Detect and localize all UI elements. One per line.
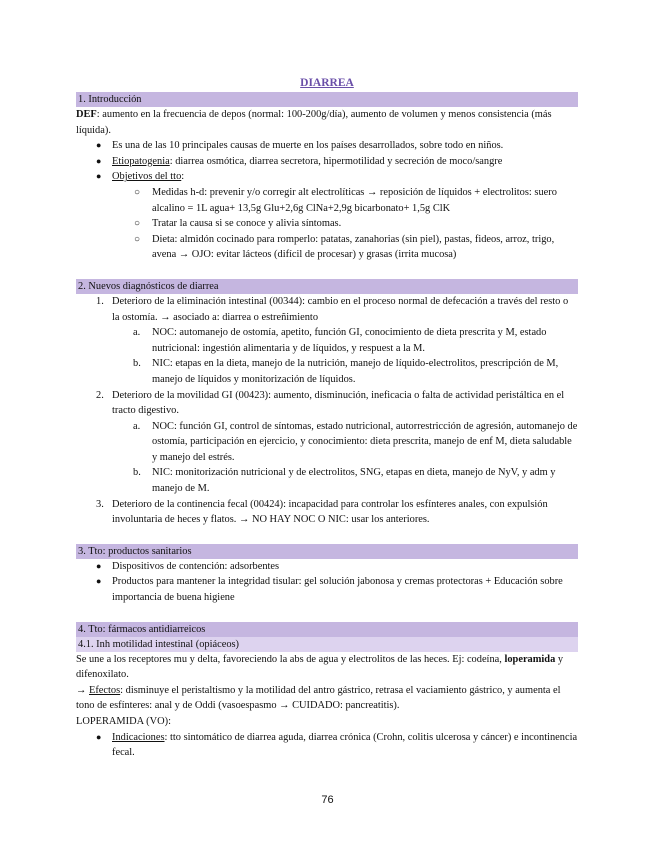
- efectos-paragraph: [76, 683, 578, 714]
- diagnosis-sub-text: NIC: monitorización nutricional y de electrolitos, SNG, etapas en dieta, manejo de NyV, y adm y manejo de M.: [152, 467, 556, 495]
- bullet-marker: ●: [96, 140, 102, 151]
- subsection-heading-opiaceos: 4.1. Inh motilidad intestinal (opiáceos): [76, 637, 578, 652]
- page-number: 76: [321, 794, 334, 806]
- sub-item-text: Tratar la causa si se conoce y alivia síntomas.: [152, 218, 342, 230]
- arrow-glyph: →: [76, 684, 89, 696]
- sub-item-text: Medidas h-d: prevenir y/o corregir alt electrolíticas → reposición de líquidos + electrolitos: suero alcalino = 1L agua+ 13,5g Glu+2,6g ClNa+2,9g bicarbonato+ 1,5g ClK: [152, 186, 557, 214]
- bullet-marker: ●: [96, 155, 102, 166]
- bullet-marker: ●: [96, 560, 102, 571]
- definition-paragraph: [76, 107, 578, 138]
- diagnosis-text: Deterioro de la continencia fecal (00424): incapacidad para controlar los esfínteres anales, con expulsión involuntaria de heces y flatos. → NO HAY NOC O NIC: usar los anteriores.: [112, 498, 548, 526]
- section-heading-farmacos: 4. Tto: fármacos antidiarreicos: [76, 622, 578, 637]
- diagnosis-list: [76, 294, 578, 528]
- sub-list-item: [76, 185, 578, 216]
- bullet-marker: ●: [96, 731, 102, 742]
- list-item-text: : diarrea osmótica, diarrea secretora, hipermotilidad y secreción de moco/sangre: [169, 155, 503, 167]
- list-item-text: Es una de las 10 principales causas de muerte en los países desarrollados, sobre todo en niños.: [112, 140, 504, 152]
- letter-marker: a.: [133, 420, 141, 432]
- paragraph-text: y difenoxilato.: [76, 653, 564, 681]
- spacer: [76, 528, 578, 544]
- sub-list-item: [76, 232, 578, 263]
- diagnosis-item: [76, 497, 578, 528]
- definition-term: DEF: [76, 109, 97, 120]
- indicaciones-text: : tto sintomático de diarrea aguda, diarrea crónica (Crohn, colitis ulcerosa y cáncer) e incontinencia fecal.: [112, 731, 578, 759]
- efectos-label: Efectos: [89, 684, 121, 696]
- diagnosis-sub-item: [76, 356, 578, 387]
- page-content: [76, 75, 578, 761]
- circle-marker: ○: [134, 218, 141, 230]
- section-heading-introduccion: 1. Introducción: [76, 92, 578, 107]
- letter-marker: b.: [133, 358, 141, 370]
- diagnosis-sub-item: [76, 465, 578, 496]
- section-heading-productos: 3. Tto: productos sanitarios: [76, 544, 578, 559]
- circle-marker: ○: [134, 186, 141, 198]
- etiopatogenia-label: Etiopatogenia: [112, 155, 170, 167]
- diagnosis-item: [76, 294, 578, 325]
- number-marker: 1.: [96, 295, 104, 307]
- list-item-text: Dispositivos de contención: adsorbentes: [112, 560, 280, 572]
- indicaciones-label: Indicaciones: [112, 731, 165, 743]
- loperamida-bold: loperamida: [504, 653, 556, 665]
- section-heading-diagnosticos: 2. Nuevos diagnósticos de diarrea: [76, 279, 578, 294]
- products-bullet-list: [76, 559, 578, 606]
- document-title: DIARREA: [300, 77, 354, 89]
- diagnosis-sub-item: [76, 419, 578, 466]
- definition-text: : aumento en la frecuencia de depos (normal: 100-200g/día), aumento de volumen y menos consistencia (más líquida).: [76, 109, 552, 136]
- list-item: [76, 730, 578, 761]
- spacer: [76, 263, 578, 279]
- objetivos-label: Objetivos del tto: [112, 171, 182, 183]
- diagnosis-sub-item: [76, 325, 578, 356]
- bullet-marker: ●: [96, 171, 102, 182]
- diagnosis-sub-text: NIC: etapas en la dieta, manejo de la nutrición, manejo de líquido-electrolitos, prescripción de M, manejo de líquidos y monitorización de líquidos.: [152, 358, 559, 385]
- diagnosis-item: [76, 388, 578, 419]
- diagnosis-text: Deterioro de la eliminación intestinal (00344): cambio en el proceso normal de defecación a través del resto o la ostomía. → asociado a: diarrea o estreñimiento: [112, 295, 569, 323]
- list-item: [76, 574, 578, 605]
- opiaceos-paragraph: [76, 652, 578, 683]
- list-item: [76, 138, 578, 154]
- diagnosis-sub-text: NOC: automanejo de ostomía, apetito, función GI, conocimiento de dieta prescrita y M, estado nutricional: ingestión alimentaria y de líquidos, y respuest a la M.: [152, 327, 547, 354]
- diagnosis-text: Deterioro de la movilidad GI (00423): aumento, disminución, ineficacia o falta de actividad peristáltica en el tracto digestivo.: [112, 389, 565, 417]
- paragraph-text: Se une a los receptores mu y delta, favoreciendo la abs de agua y electrolitos de las heces. Ej: codeína,: [76, 653, 502, 665]
- loperamida-heading: LOPERAMIDA (VO):: [76, 716, 171, 727]
- circle-marker: ○: [134, 233, 141, 245]
- colon-text: :: [181, 171, 185, 183]
- number-marker: 3.: [96, 498, 104, 510]
- loperamida-bullet-list: [76, 730, 578, 761]
- sub-list-item: [76, 216, 578, 232]
- list-item: [76, 154, 578, 170]
- efectos-text: : disminuye el peristaltismo y la motilidad del antro gástrico, retrasa el vaciamiento gástrico, y aumenta el tono de esfínteres: anal y de Oddi (vasoespasmo → CUIDADO: pancreatitis).: [76, 684, 561, 712]
- intro-bullet-list: [76, 138, 578, 263]
- number-marker: 2.: [96, 389, 104, 401]
- list-item: [76, 559, 578, 575]
- sub-item-text: Dieta: almidón cocinado para romperlo: patatas, zanahorias (sin piel), pastas, fideos, arroz, trigo, avena → OJO: evitar lácteos (difícil de procesar) y grasas (irrita mucosa): [152, 233, 555, 261]
- letter-marker: b.: [133, 467, 141, 479]
- list-item-text: Productos para mantener la integridad tisular: gel solución jabonosa y cremas protectoras + Educación sobre importancia de buena higiene: [112, 576, 563, 604]
- letter-marker: a.: [133, 327, 141, 339]
- bullet-marker: ●: [96, 576, 102, 587]
- spacer: [76, 606, 578, 622]
- list-item: [76, 169, 578, 185]
- diagnosis-sub-text: NOC: función GI, control de síntomas, estado nutricional, autorrestricción de agresión, automanejo de ostomía, participación en ejercicio, y conocimiento: dieta prescrita, manejo de enf M, dieta saludable y manejo del estrés.: [152, 420, 578, 463]
